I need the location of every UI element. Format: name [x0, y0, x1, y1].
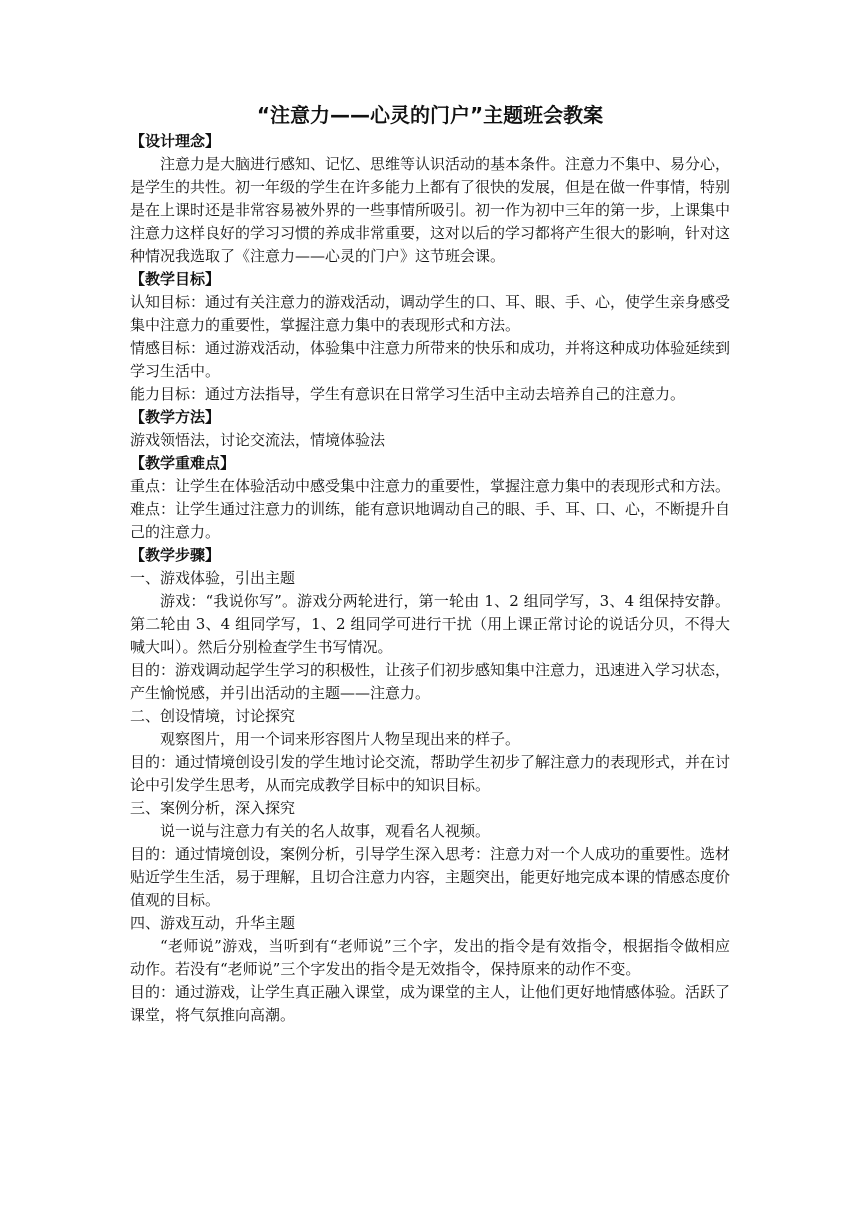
goal-ability: 能力目标：通过方法指导，学生有意识在日常学习生活中主动去培养自己的注意力。 [130, 385, 686, 403]
section-heading-keypoints: 【教学重难点】 [130, 454, 236, 472]
difficult-point: 难点：让学生通过注意力的训练，能有意识地调动自己的眼、手、耳、口、心，不断提升自己的注意力。 [130, 500, 731, 541]
methods-paragraph: 游戏领悟法，讨论交流法，情境体验法 [130, 431, 386, 449]
step-1-body: 游戏：“我说你写”。游戏分两轮进行，第一轮由 1、2 组同学写，3、4 组保持安静。第二轮由 3、4 组同学写，1、2 组同学可进行干扰（用上课正常讨论的说话分贝，不得大喊大叫）。然后分别检查学生书写情况。 [130, 592, 730, 656]
section-heading-steps: 【教学步骤】 [130, 546, 221, 564]
step-3-body: 说一说与注意力有关的名人故事，观看名人视频。 [160, 822, 491, 840]
step-4-title: 四、游戏互动，升华主题 [130, 914, 296, 932]
design-paragraph: 注意力是大脑进行感知、记忆、思维等认识活动的基本条件。注意力不集中、易分心，是学生的共性。初一年级的学生在许多能力上都有了很快的发展，但是在做一件事情，特别是在上课时还是非常容易被外界的一些事情所吸引。初一作为初中三年的第一步，上课集中注意力这样良好的学习习惯的养成非常重要，这对以后的学习都将产生很大的影响，针对这种情况我选取了《注意力——心灵的门户》这节班会课。 [130, 155, 731, 265]
goal-cognitive: 认知目标：通过有关注意力的游戏活动，调动学生的口、耳、眼、手、心，使学生亲身感受集中注意力的重要性，掌握注意力集中的表现形式和方法。 [130, 293, 731, 334]
section-heading-goals: 【教学目标】 [130, 270, 221, 288]
document-title: “注意力——心灵的门户”主题班会教案 [256, 103, 604, 127]
step-1-title: 一、游戏体验，引出主题 [130, 569, 296, 587]
step-2-purpose: 目的：通过情境创设引发的学生地讨论交流，帮助学生初步了解注意力的表现形式，并在讨论中引发学生思考，从而完成教学目标中的知识目标。 [130, 753, 731, 794]
step-1-purpose: 目的：游戏调动起学生学习的积极性，让孩子们初步感知集中注意力，迅速进入学习状态，产生愉悦感，并引出活动的主题——注意力。 [130, 661, 731, 702]
step-2-body: 观察图片，用一个词来形容图片人物呈现出来的样子。 [160, 730, 521, 748]
key-point: 重点：让学生在体验活动中感受集中注意力的重要性，掌握注意力集中的表现形式和方法。 [130, 477, 731, 495]
section-heading-design: 【设计理念】 [130, 132, 221, 150]
section-heading-methods: 【教学方法】 [130, 408, 221, 426]
step-4-body: “老师说”游戏，当听到有“老师说”三个字，发出的指令是有效指令，根据指令做相应动作。若没有“老师说”三个字发出的指令是无效指令，保持原来的动作不变。 [130, 937, 730, 978]
step-3-title: 三、案例分析，深入探究 [130, 799, 296, 817]
step-3-purpose: 目的：通过情境创设，案例分析，引导学生深入思考：注意力对一个人成功的重要性。选材贴近学生生活，易于理解，且切合注意力内容，主题突出，能更好地完成本课的情感态度价值观的目标。 [130, 845, 731, 909]
step-2-title: 二、创设情境，讨论探究 [130, 707, 296, 725]
goal-emotional: 情感目标：通过游戏活动，体验集中注意力所带来的快乐和成功，并将这种成功体验延续到学习生活中。 [130, 339, 731, 380]
step-4-purpose: 目的：通过游戏，让学生真正融入课堂，成为课堂的主人，让他们更好地情感体验。活跃了课堂，将气氛推向高潮。 [130, 983, 731, 1024]
document-page [130, 100, 730, 1027]
